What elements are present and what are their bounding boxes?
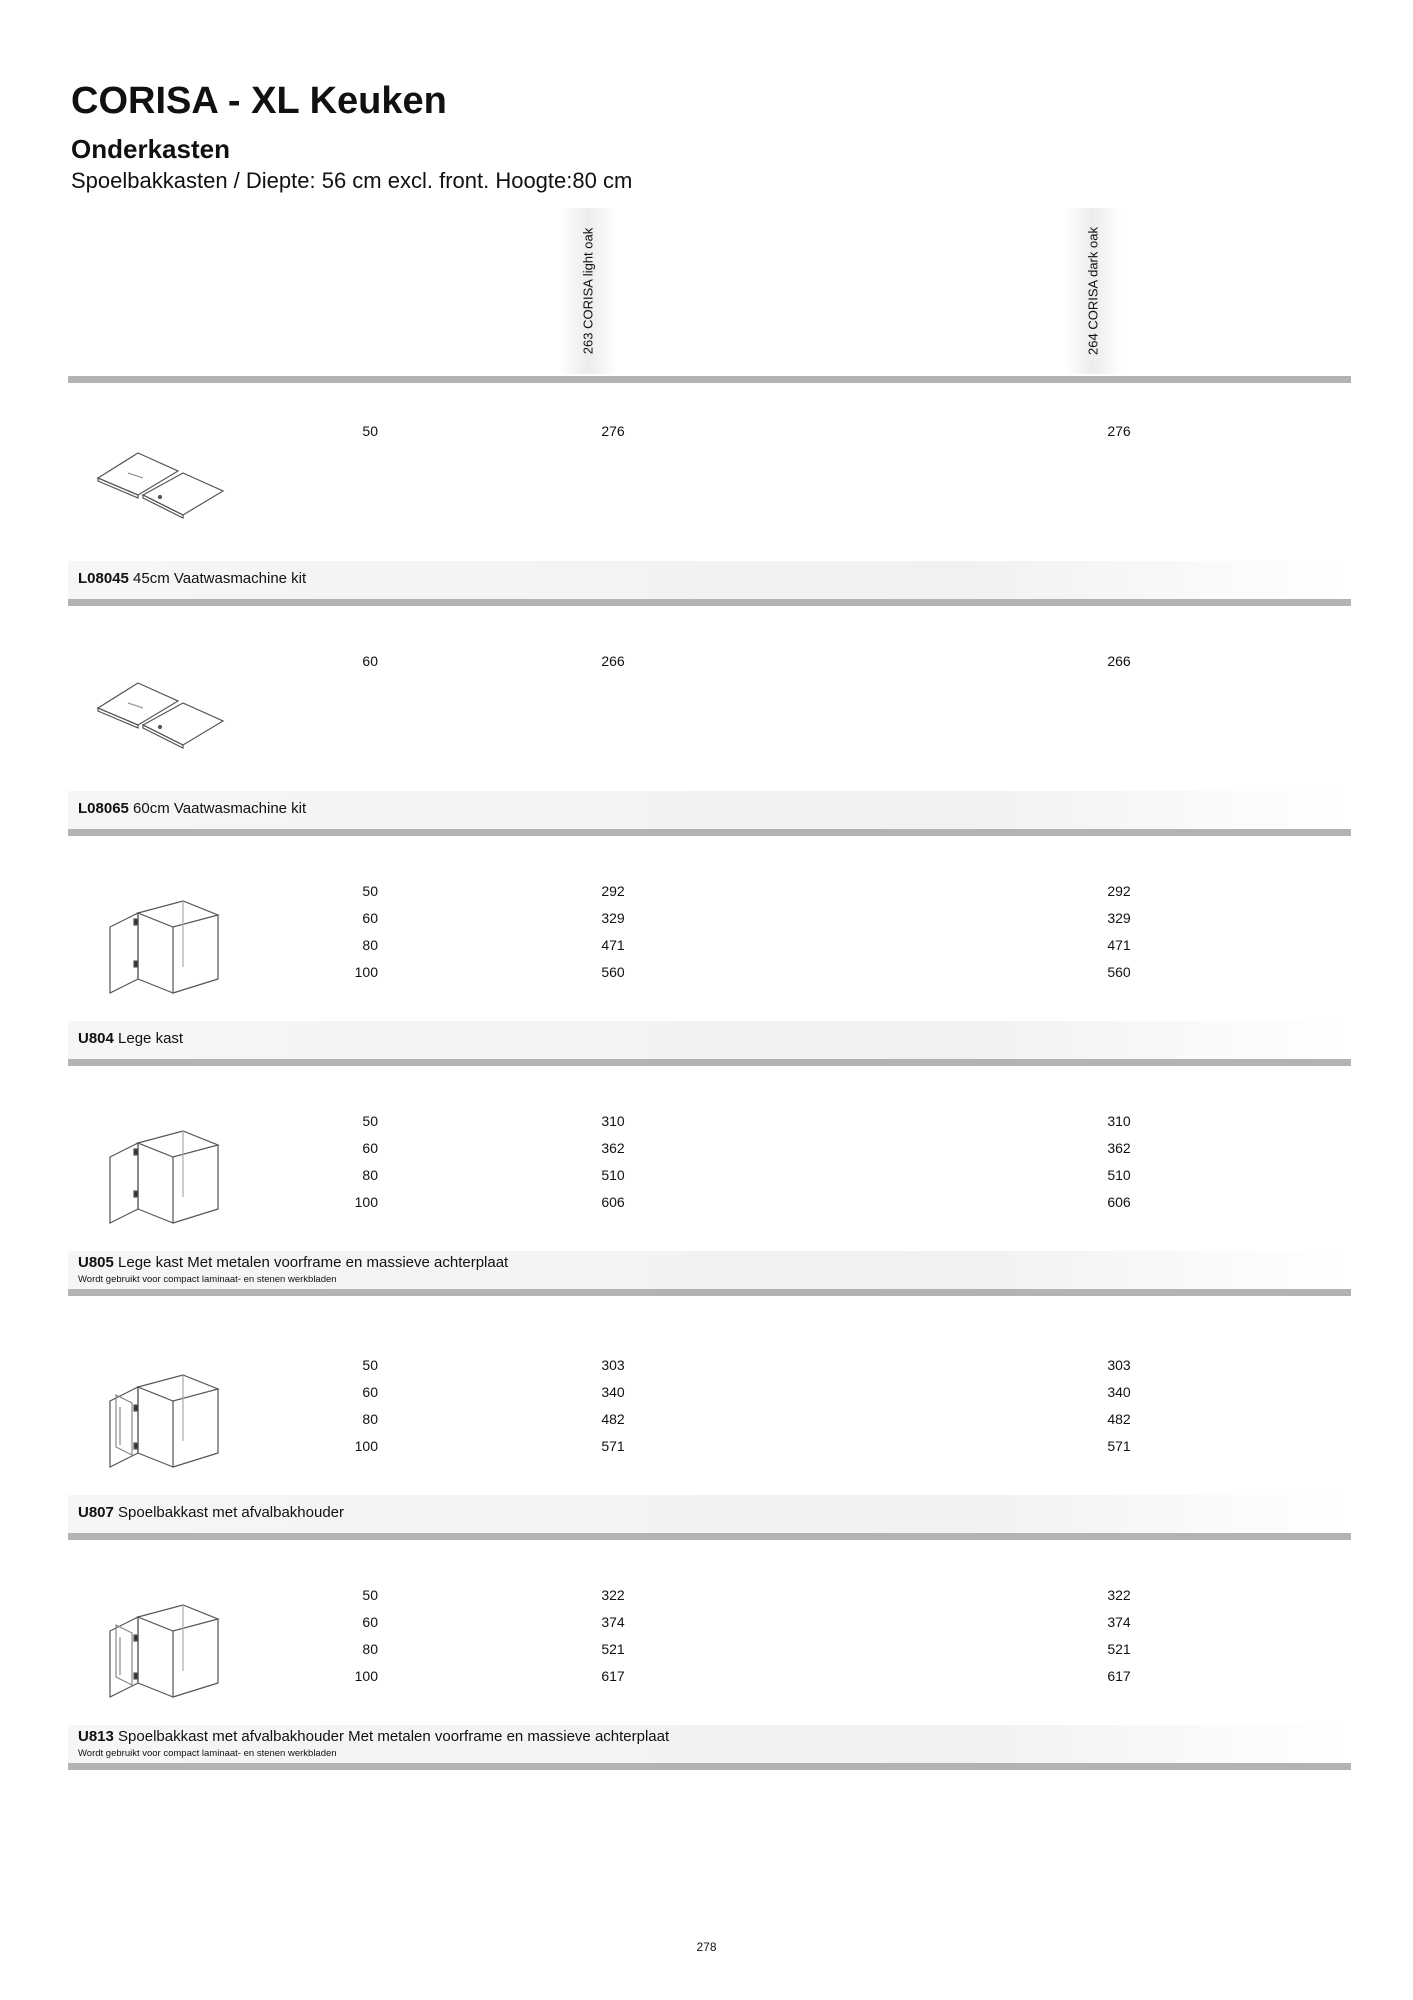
section-rule bbox=[68, 1289, 1351, 1296]
page-subtitle: Onderkasten bbox=[71, 134, 230, 164]
price-value: 374 bbox=[601, 1614, 625, 1630]
width-value: 100 bbox=[354, 1668, 378, 1684]
price-value: 303 bbox=[601, 1357, 625, 1373]
product-label bbox=[68, 1251, 1351, 1289]
header-rule bbox=[68, 376, 1351, 383]
section-rule bbox=[68, 829, 1351, 836]
width-value: 80 bbox=[362, 1167, 378, 1183]
width-value: 60 bbox=[362, 910, 378, 926]
price-value: 292 bbox=[1107, 883, 1131, 899]
price-value: 310 bbox=[601, 1113, 625, 1129]
product-name: Lege kast Met metalen voorframe en massieve achterplaat bbox=[118, 1254, 509, 1271]
price-value: 362 bbox=[601, 1140, 625, 1156]
product-note: Wordt gebruikt voor compact laminaat- en stenen werkbladen bbox=[78, 1274, 337, 1285]
product-title bbox=[78, 570, 306, 587]
price-value: 329 bbox=[601, 910, 625, 926]
price-dark-oak-column bbox=[1074, 648, 1164, 675]
width-value: 50 bbox=[362, 1113, 378, 1129]
product-section-u804 bbox=[68, 843, 1351, 1073]
product-section-l08045 bbox=[68, 383, 1351, 613]
price-value: 606 bbox=[601, 1194, 625, 1210]
product-code: U813 bbox=[78, 1728, 114, 1745]
cabinet-icon bbox=[88, 1113, 238, 1233]
section-rule bbox=[68, 599, 1351, 606]
price-light-oak-column bbox=[568, 1108, 658, 1216]
price-value: 521 bbox=[601, 1641, 625, 1657]
width-value: 50 bbox=[362, 1587, 378, 1603]
column-header-dark-oak: 264 CORISA dark oak bbox=[1065, 208, 1121, 374]
product-name: Spoelbakkast met afvalbakhouder bbox=[118, 1504, 345, 1521]
page-title: CORISA - XL Keuken bbox=[71, 80, 447, 122]
price-dark-oak-column bbox=[1074, 878, 1164, 986]
size-column bbox=[288, 1582, 378, 1690]
price-dark-oak-column bbox=[1074, 418, 1164, 445]
product-title bbox=[78, 800, 306, 817]
price-value: 617 bbox=[601, 1668, 625, 1684]
column-header-light-oak: 263 CORISA light oak bbox=[560, 208, 616, 374]
price-value: 266 bbox=[1107, 653, 1131, 669]
width-value: 50 bbox=[362, 423, 378, 439]
product-code: L08065 bbox=[78, 800, 129, 817]
product-code: U804 bbox=[78, 1030, 114, 1047]
size-column bbox=[288, 878, 378, 986]
cabinet-bin-icon bbox=[88, 1587, 238, 1707]
product-name: 60cm Vaatwasmachine kit bbox=[133, 800, 307, 817]
product-label bbox=[68, 1021, 1351, 1059]
price-value: 340 bbox=[1107, 1384, 1131, 1400]
width-value: 60 bbox=[362, 1140, 378, 1156]
price-dark-oak-column bbox=[1074, 1108, 1164, 1216]
price-dark-oak-column bbox=[1074, 1352, 1164, 1460]
price-value: 322 bbox=[1107, 1587, 1131, 1603]
price-value: 374 bbox=[1107, 1614, 1131, 1630]
cabinet-icon bbox=[88, 883, 238, 1003]
product-title bbox=[78, 1504, 344, 1521]
section-rule bbox=[68, 1059, 1351, 1066]
product-name: Lege kast bbox=[118, 1030, 184, 1047]
width-value: 50 bbox=[362, 1357, 378, 1373]
product-label bbox=[68, 791, 1351, 829]
width-value: 60 bbox=[362, 1384, 378, 1400]
price-value: 322 bbox=[601, 1587, 625, 1603]
price-value: 510 bbox=[601, 1167, 625, 1183]
width-value: 100 bbox=[354, 964, 378, 980]
price-value: 560 bbox=[1107, 964, 1131, 980]
price-value: 276 bbox=[1107, 423, 1131, 439]
width-value: 80 bbox=[362, 937, 378, 953]
section-rule bbox=[68, 1533, 1351, 1540]
size-column bbox=[288, 1352, 378, 1460]
price-value: 329 bbox=[1107, 910, 1131, 926]
product-title bbox=[78, 1728, 669, 1745]
price-value: 617 bbox=[1107, 1668, 1131, 1684]
price-value: 571 bbox=[601, 1438, 625, 1454]
price-value: 292 bbox=[601, 883, 625, 899]
width-value: 100 bbox=[354, 1438, 378, 1454]
product-section-u807 bbox=[68, 1317, 1351, 1547]
price-value: 521 bbox=[1107, 1641, 1131, 1657]
price-light-oak-column bbox=[568, 1352, 658, 1460]
product-section-u813 bbox=[68, 1547, 1351, 1777]
width-value: 80 bbox=[362, 1641, 378, 1657]
product-label bbox=[68, 1725, 1351, 1763]
price-light-oak-column bbox=[568, 648, 658, 675]
price-value: 571 bbox=[1107, 1438, 1131, 1454]
price-value: 276 bbox=[601, 423, 625, 439]
product-title bbox=[78, 1254, 508, 1271]
cabinet-bin-icon bbox=[88, 1357, 238, 1477]
page-description: Spoelbakkasten / Diepte: 56 cm excl. front. Hoogte:80 cm bbox=[71, 168, 633, 193]
price-value: 340 bbox=[601, 1384, 625, 1400]
product-name: Spoelbakkast met afvalbakhouder Met metalen voorframe en massieve achterplaat bbox=[118, 1728, 670, 1745]
price-value: 510 bbox=[1107, 1167, 1131, 1183]
product-label bbox=[68, 1495, 1351, 1533]
product-section-u805 bbox=[68, 1073, 1351, 1303]
width-value: 100 bbox=[354, 1194, 378, 1210]
price-value: 606 bbox=[1107, 1194, 1131, 1210]
price-value: 471 bbox=[1107, 937, 1131, 953]
product-code: L08045 bbox=[78, 570, 129, 587]
product-title bbox=[78, 1030, 183, 1047]
price-light-oak-column bbox=[568, 1582, 658, 1690]
product-code: U807 bbox=[78, 1504, 114, 1521]
size-column bbox=[288, 1108, 378, 1216]
panel-kit-icon bbox=[88, 423, 238, 543]
section-rule bbox=[68, 1763, 1351, 1770]
panel-kit-icon bbox=[88, 653, 238, 773]
product-name: 45cm Vaatwasmachine kit bbox=[133, 570, 307, 587]
price-light-oak-column bbox=[568, 418, 658, 445]
price-light-oak-column bbox=[568, 878, 658, 986]
price-value: 482 bbox=[601, 1411, 625, 1427]
product-label bbox=[68, 561, 1351, 599]
width-value: 50 bbox=[362, 883, 378, 899]
product-section-l08065 bbox=[68, 613, 1351, 843]
page-number: 278 bbox=[696, 1940, 717, 1954]
price-value: 310 bbox=[1107, 1113, 1131, 1129]
price-value: 471 bbox=[601, 937, 625, 953]
size-column bbox=[288, 648, 378, 675]
width-value: 60 bbox=[362, 653, 378, 669]
price-value: 266 bbox=[601, 653, 625, 669]
price-value: 303 bbox=[1107, 1357, 1131, 1373]
price-value: 362 bbox=[1107, 1140, 1131, 1156]
width-value: 60 bbox=[362, 1614, 378, 1630]
price-value: 482 bbox=[1107, 1411, 1131, 1427]
width-value: 80 bbox=[362, 1411, 378, 1427]
size-column bbox=[288, 418, 378, 445]
price-value: 560 bbox=[601, 964, 625, 980]
product-note: Wordt gebruikt voor compact laminaat- en stenen werkbladen bbox=[78, 1748, 337, 1759]
product-code: U805 bbox=[78, 1254, 114, 1271]
price-dark-oak-column bbox=[1074, 1582, 1164, 1690]
